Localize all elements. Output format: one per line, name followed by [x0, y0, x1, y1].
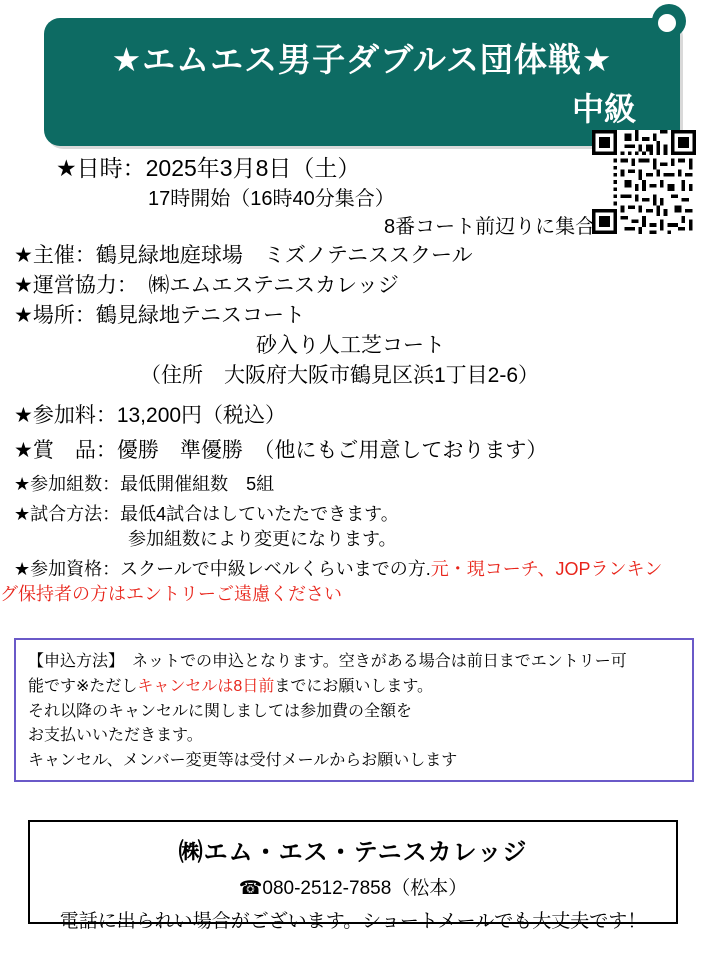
contact-company-name: ㈱エム・エス・テニスカレッジ — [178, 839, 528, 866]
cancellation-deadline: キャンセルは8日前 — [137, 677, 275, 695]
event-organizer: ★主催：鶴見緑地庭球場 ミズノテニススクール — [14, 244, 473, 268]
application-line-2 — [28, 675, 680, 700]
event-details — [0, 152, 720, 608]
application-line-3: それ以降のキャンセルに関しましては参加費の全額を — [28, 702, 413, 720]
header-banner — [44, 18, 680, 146]
event-start-time: 17時開始（16時40分集合） — [148, 187, 395, 210]
event-cooperation: ★運営協力： ㈱エムエステニスカレッジ — [14, 274, 399, 298]
application-line-2-suffix: までにお願いします。 — [274, 677, 434, 695]
application-method-box — [14, 638, 694, 782]
event-prize: ★賞 品：優勝 準優勝 （他にもご用意しております） — [14, 439, 548, 463]
event-eligibility-label: ★参加資格：スクールで中級レベルくらいまでの方. — [14, 558, 431, 579]
application-line-1: 【申込方法】 ネットでの申込となります。空きがある場合は前日までエントリー可 — [28, 653, 627, 670]
event-datetime: ★日時：2025年3月8日（土） — [56, 155, 361, 181]
contact-note: 電話に出られい場合がございます。ショートメールでも大丈夫です！ — [59, 911, 647, 932]
event-format-note: 参加組数により変更になります。 — [128, 529, 397, 550]
contact-phone-number[interactable]: ☎080-2512-7858（松本） — [238, 878, 468, 899]
event-team-count: ★参加組数：最低開催組数 5組 — [14, 474, 275, 495]
header-decoration-ring-icon — [656, 12, 678, 34]
event-venue-surface: 砂入り人工芝コート — [256, 333, 445, 357]
event-eligibility-warning-1: 元・現コーチ、JOPランキン — [430, 558, 663, 579]
contact-box — [28, 820, 678, 932]
event-format: ★試合方法：最低4試合はしていたたできます。 — [14, 503, 399, 524]
page-title: ★エムエス男子ダブルス団体戦★ — [111, 41, 613, 78]
event-meeting-point: 8番コート前辺りに集合 — [384, 216, 596, 239]
application-line-4: お支払いいただきます。 — [28, 727, 203, 745]
header-level-label: 中級 — [571, 91, 636, 127]
application-line-5: キャンセル、メンバー変更等は受付メールからお願いします — [28, 752, 458, 770]
application-line-2-prefix: 能です※ただし — [28, 677, 138, 695]
event-venue: ★場所：鶴見緑地テニスコート — [14, 304, 305, 328]
event-fee: ★参加料：13,200円（税込） — [14, 403, 287, 427]
event-eligibility — [0, 557, 720, 583]
event-eligibility-warning-2: グ保持者の方はエントリーご遠慮ください — [0, 584, 342, 605]
event-address: （住所 大阪府大阪市鶴見区浜1丁目2-6） — [140, 363, 540, 387]
